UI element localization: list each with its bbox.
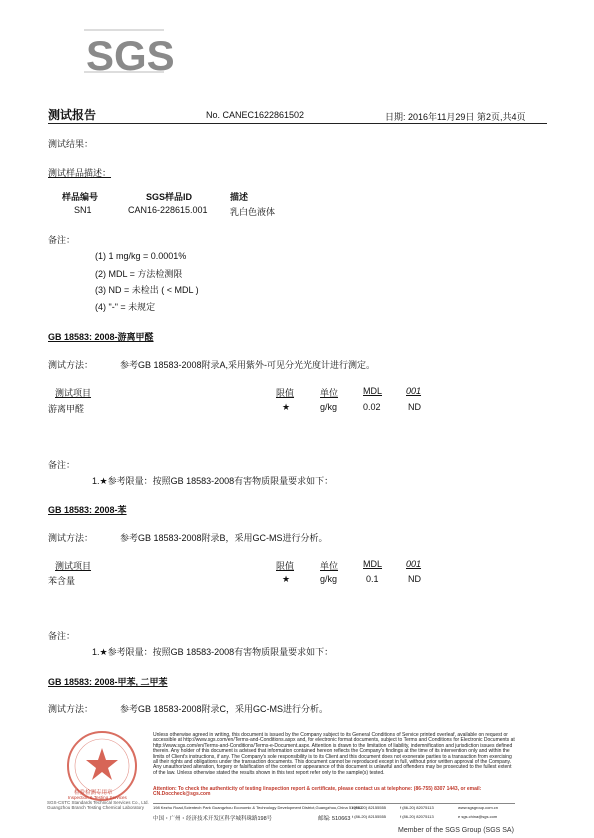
section2-col-mdl: MDL — [363, 559, 383, 569]
legal-disclaimer: Unless otherwise agreed in writing, this document is issued by the Company subject to its General Conditions of Service printed overleaf, available on request or accessible at http://www.sgs.com/en/Terms-and-Conditions.aspx and, for electronic format documents, subject to Terms and Conditions for Electronic Documents at http://www.sgs.com/en/Terms-and-Conditions/Terms-e-Document.aspx. Attention is drawn to the limitation of liability, indemnification and jurisdiction issues defined therein. Any holder of this document is advised that information contained hereon reflects the Company's findings at the time of its intervention only and within the limits of Client's instructions, if any. The Company's sole responsibility is to its Client and this document does not exonerate parties to a transaction from exercising all their rights and obligations under the transaction documents. This document cannot be reproduced except in full, without prior written approval of the Company. Any unauthorized alteration, forgery or falsification of the content or appearance of this document is unlawful and offenders may be prosecuted to the fullest extent of the law. Unless otherwise stated the results shown in this test report refer only to the sample(s) tested. — [153, 732, 515, 776]
section2-method-label: 测试方法： — [48, 533, 94, 543]
section2-row-result: ND — [408, 574, 421, 584]
section1-row-unit: g/kg — [320, 402, 338, 412]
address-cn: 中国・广州・经济技术开发区科学城科珠路198号 — [153, 816, 273, 822]
official-seal — [52, 728, 152, 808]
section2-col-limit: 限值 — [276, 561, 295, 571]
phone-cn: t (86-20) 82155555 — [352, 814, 387, 819]
footer-divider — [153, 803, 515, 804]
seal-line-cn: 检验检测专用章 — [74, 790, 113, 796]
sample-header-id: SGS样品ID — [146, 192, 193, 202]
sample-desc-label: 测试样品描述： — [48, 168, 112, 178]
web-link[interactable]: www.sgsgroup.com.cn — [458, 805, 499, 810]
note-item: (3) ND = 未检出 ( < MDL ) — [95, 285, 199, 295]
sgs-logo — [84, 24, 175, 79]
company-name: SGS-CSTC Standards Technical Services Co., Ltd. Guangzhou Branch Testing Chemical Laboratory — [47, 800, 149, 810]
sample-desc: 乳白色液体 — [230, 207, 276, 217]
report-number: No. CANEC1622861502 — [206, 110, 305, 120]
section1-row-result: ND — [408, 402, 421, 412]
authenticity-notice: Attention: To check the authenticity of testing /inspection report & certificate, please contact us at telephone: (86-755) 8307 1443, or email: CN.Doccheck@sgs.com — [153, 786, 482, 798]
note-item: (2) MDL = 方法检测限 — [95, 269, 183, 279]
email-link[interactable]: e sgs.china@sgs.com — [458, 814, 498, 819]
result-label: 测试结果： — [48, 139, 94, 149]
sample-header-no: 样品编号 — [62, 192, 99, 202]
section2-note: 1.★参考限量：按照GB 18583-2008有害物质限量要求如下： — [92, 647, 334, 657]
section1-row-limit: ★ — [282, 402, 291, 412]
section1-col-mdl: MDL — [363, 386, 383, 396]
header-divider — [48, 123, 547, 124]
section1-note-label: 备注： — [48, 460, 76, 470]
section2-title: GB 18583: 2008-苯 — [48, 505, 127, 515]
seal-line-en: Inspection & Testing Services — [68, 795, 127, 800]
section2-col-unit: 单位 — [320, 561, 339, 571]
note-item: (1) 1 mg/kg = 0.0001% — [95, 251, 187, 261]
notes-label: 备注： — [48, 235, 76, 245]
section2-method: 参考GB 18583-2008附录B，采用GC-MS进行分析。 — [120, 533, 328, 543]
report-date: 日期: 2016年11月29日 — [385, 112, 475, 122]
page-number: 第2页,共4页 — [477, 112, 526, 122]
section1-col-limit: 限值 — [276, 388, 295, 398]
section3-method: 参考GB 18583-2008附录C，采用GC-MS进行分析。 — [120, 704, 329, 714]
section2-row-item: 苯含量 — [48, 576, 76, 586]
section2-row-unit: g/kg — [320, 574, 338, 584]
section2-col-item: 测试项目 — [55, 561, 92, 571]
fax-cn: f (86-20) 82075113 — [400, 814, 434, 819]
section3-method-label: 测试方法： — [48, 704, 94, 714]
postcode-cn: 邮编: 510663 — [318, 816, 351, 822]
member-of-group: Member of the SGS Group (SGS SA) — [398, 827, 514, 834]
report-title: 测试报告 — [48, 108, 97, 122]
section2-note-label: 备注： — [48, 631, 76, 641]
logo-text: SGS — [86, 32, 175, 79]
sample-no: SN1 — [74, 205, 92, 215]
section2-row-limit: ★ — [282, 574, 291, 584]
section1-method-label: 测试方法： — [48, 360, 94, 370]
section1-method: 参考GB 18583-2008附录A,采用紫外-可见分光光度计进行测定。 — [120, 360, 376, 370]
section1-col-sample: 001 — [406, 386, 422, 396]
section1-row-mdl: 0.02 — [363, 402, 381, 412]
address-en: 198 Kezhu Road,Scientech Park Guangzhou Economic & Technology Development District,Guangzhou,China 510663 — [153, 805, 363, 810]
fax-en: f (86-20) 82075113 — [400, 805, 434, 810]
note-item: (4) "-" = 未规定 — [95, 302, 156, 312]
section1-col-item: 测试项目 — [55, 388, 92, 398]
section2-col-sample: 001 — [406, 559, 422, 569]
section1-row-item: 游离甲醛 — [48, 404, 85, 414]
section1-title: GB 18583: 2008-游离甲醛 — [48, 332, 154, 342]
section1-note: 1.★参考限量：按照GB 18583-2008有害物质限量要求如下： — [92, 476, 334, 486]
sample-id: CAN16-228615.001 — [128, 205, 208, 215]
section1-col-unit: 单位 — [320, 388, 339, 398]
section3-title: GB 18583: 2008-甲苯, 二甲苯 — [48, 677, 168, 687]
phone-en: t (86-20) 82155555 — [352, 805, 387, 810]
sample-header-desc: 描述 — [230, 192, 249, 202]
section2-row-mdl: 0.1 — [366, 574, 379, 584]
